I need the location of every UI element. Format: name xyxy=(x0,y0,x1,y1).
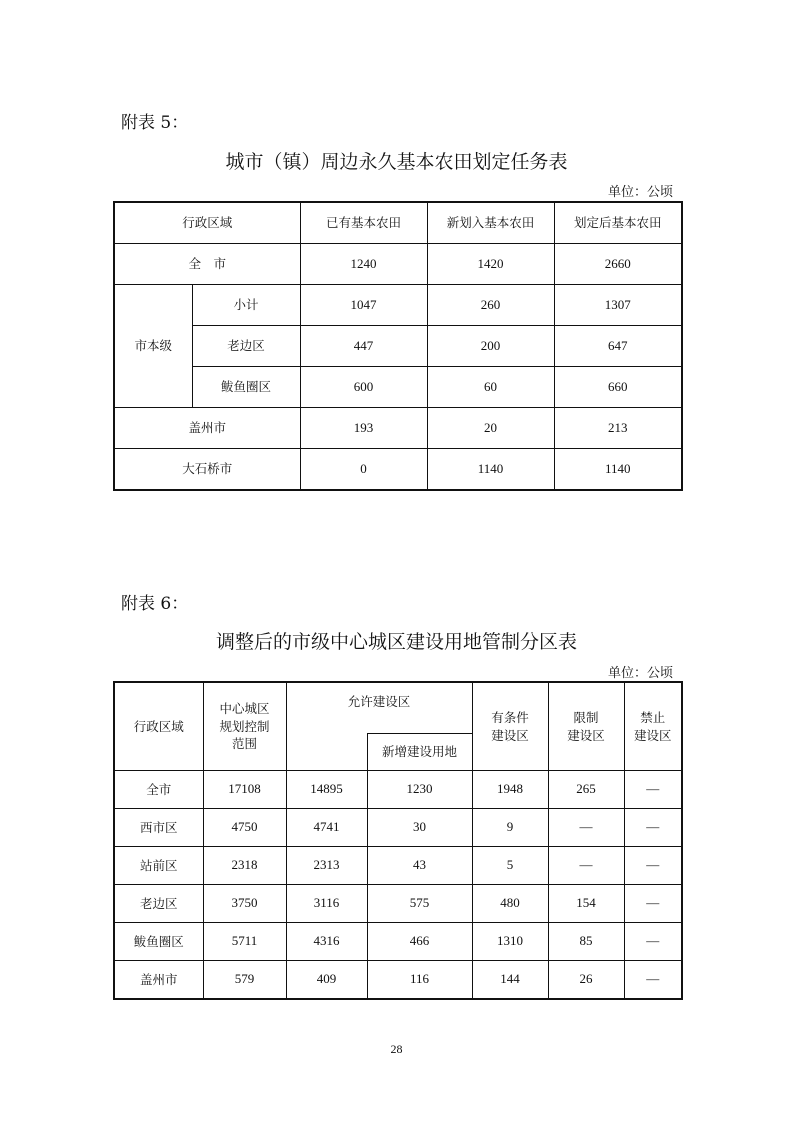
table-row xyxy=(114,809,682,847)
cell-restricted: 265 xyxy=(548,771,624,809)
cell-new-land: 1230 xyxy=(367,771,472,809)
row-name: 鲅鱼圈区 xyxy=(192,367,300,408)
cell-new: 1420 xyxy=(427,244,554,285)
cell-conditional: 144 xyxy=(472,961,548,1000)
table-5-unit: 单位：公顷 xyxy=(608,185,674,200)
group-label: 市本级 xyxy=(114,285,192,408)
cell-plan: 3750 xyxy=(203,885,286,923)
cell-restricted: 154 xyxy=(548,885,624,923)
row-name: 全 市 xyxy=(114,244,300,285)
cell-forbidden: — xyxy=(624,885,682,923)
cell-new-land: 116 xyxy=(367,961,472,1000)
cell-restricted: — xyxy=(548,809,624,847)
cell-forbidden: — xyxy=(624,809,682,847)
header-new: 新划入基本农田 xyxy=(427,202,554,244)
cell-allowed: 4316 xyxy=(286,923,367,961)
cell-new: 200 xyxy=(427,326,554,367)
cell-after: 1140 xyxy=(554,449,682,491)
appendix-6-label: 附表 6： xyxy=(121,594,189,614)
cell-forbidden: — xyxy=(624,961,682,1000)
cell-allowed: 4741 xyxy=(286,809,367,847)
page-number: 28 xyxy=(390,1042,403,1056)
cell-allowed: 14895 xyxy=(286,771,367,809)
row-name: 小计 xyxy=(192,285,300,326)
cell-new-land: 575 xyxy=(367,885,472,923)
cell-new-land: 466 xyxy=(367,923,472,961)
table-6-title: 调整后的市级中心城区建设用地管制分区表 xyxy=(215,631,577,653)
row-name: 老边区 xyxy=(114,885,203,923)
cell-conditional: 9 xyxy=(472,809,548,847)
cell-forbidden: — xyxy=(624,771,682,809)
cell-after: 647 xyxy=(554,326,682,367)
row-name: 大石桥市 xyxy=(114,449,300,491)
cell-existing: 193 xyxy=(300,408,427,449)
cell-existing: 600 xyxy=(300,367,427,408)
farmland-task-table xyxy=(113,201,683,491)
cell-plan: 2318 xyxy=(203,847,286,885)
row-name: 西市区 xyxy=(114,809,203,847)
table-row xyxy=(114,771,682,809)
cell-allowed: 409 xyxy=(286,961,367,1000)
header-restricted xyxy=(548,682,624,771)
cell-new-land: 30 xyxy=(367,809,472,847)
row-name: 老边区 xyxy=(192,326,300,367)
cell-conditional: 480 xyxy=(472,885,548,923)
header-restricted-line1: 限制 xyxy=(573,710,599,725)
cell-restricted: — xyxy=(548,847,624,885)
cell-existing: 1240 xyxy=(300,244,427,285)
table-row xyxy=(114,285,682,326)
cell-after: 1307 xyxy=(554,285,682,326)
header-existing: 已有基本农田 xyxy=(300,202,427,244)
cell-new-land: 43 xyxy=(367,847,472,885)
cell-after: 213 xyxy=(554,408,682,449)
cell-new: 20 xyxy=(427,408,554,449)
cell-plan: 17108 xyxy=(203,771,286,809)
header-conditional xyxy=(472,682,548,771)
header-allowed: 允许建设区 xyxy=(286,682,472,734)
cell-allowed: 3116 xyxy=(286,885,367,923)
cell-restricted: 26 xyxy=(548,961,624,1000)
table-row xyxy=(114,244,682,285)
header-plan-line1: 中心城区 xyxy=(219,701,270,717)
cell-plan: 4750 xyxy=(203,809,286,847)
cell-new: 1140 xyxy=(427,449,554,491)
header-region: 行政区域 xyxy=(114,202,300,244)
table-row xyxy=(114,326,682,367)
cell-allowed: 2313 xyxy=(286,847,367,885)
appendix-5-label: 附表 5： xyxy=(121,113,189,133)
header-new-land: 新增建设用地 xyxy=(367,734,472,771)
header-after: 划定后基本农田 xyxy=(554,202,682,244)
header-region: 行政区域 xyxy=(114,682,203,771)
table-row xyxy=(114,847,682,885)
cell-new: 60 xyxy=(427,367,554,408)
table-5-title: 城市（镇）周边永久基本农田划定任务表 xyxy=(225,151,568,173)
row-name: 全市 xyxy=(114,771,203,809)
header-plan-range xyxy=(203,682,286,771)
table-row xyxy=(114,449,682,491)
table-header-row xyxy=(114,202,682,244)
cell-conditional: 1948 xyxy=(472,771,548,809)
header-conditional-line1: 有条件 xyxy=(491,710,529,725)
cell-new: 260 xyxy=(427,285,554,326)
cell-forbidden: — xyxy=(624,923,682,961)
row-name: 鲅鱼圈区 xyxy=(114,923,203,961)
row-name: 盖州市 xyxy=(114,408,300,449)
table-row xyxy=(114,961,682,1000)
row-name: 站前区 xyxy=(114,847,203,885)
table-row xyxy=(114,923,682,961)
cell-after: 2660 xyxy=(554,244,682,285)
cell-existing: 447 xyxy=(300,326,427,367)
cell-conditional: 5 xyxy=(472,847,548,885)
cell-plan: 579 xyxy=(203,961,286,1000)
header-forbidden xyxy=(624,682,682,771)
cell-after: 660 xyxy=(554,367,682,408)
table-row xyxy=(114,367,682,408)
header-plan-line3: 范围 xyxy=(231,736,257,752)
header-allowed-blank xyxy=(286,734,367,771)
cell-existing: 1047 xyxy=(300,285,427,326)
cell-forbidden: — xyxy=(624,847,682,885)
table-6-unit: 单位：公顷 xyxy=(608,666,674,681)
header-plan-line2: 规划控制 xyxy=(219,718,270,734)
row-name: 盖州市 xyxy=(114,961,203,1000)
cell-restricted: 85 xyxy=(548,923,624,961)
table-header-row xyxy=(114,682,682,734)
cell-plan: 5711 xyxy=(203,923,286,961)
table-row xyxy=(114,885,682,923)
cell-existing: 0 xyxy=(300,449,427,491)
header-forbidden-line2: 建设区 xyxy=(634,727,672,743)
land-control-table xyxy=(113,681,683,1000)
header-conditional-line2: 建设区 xyxy=(491,727,529,743)
header-forbidden-line1: 禁止 xyxy=(640,710,666,725)
table-row xyxy=(114,408,682,449)
header-restricted-line2: 建设区 xyxy=(567,727,605,743)
cell-conditional: 1310 xyxy=(472,923,548,961)
